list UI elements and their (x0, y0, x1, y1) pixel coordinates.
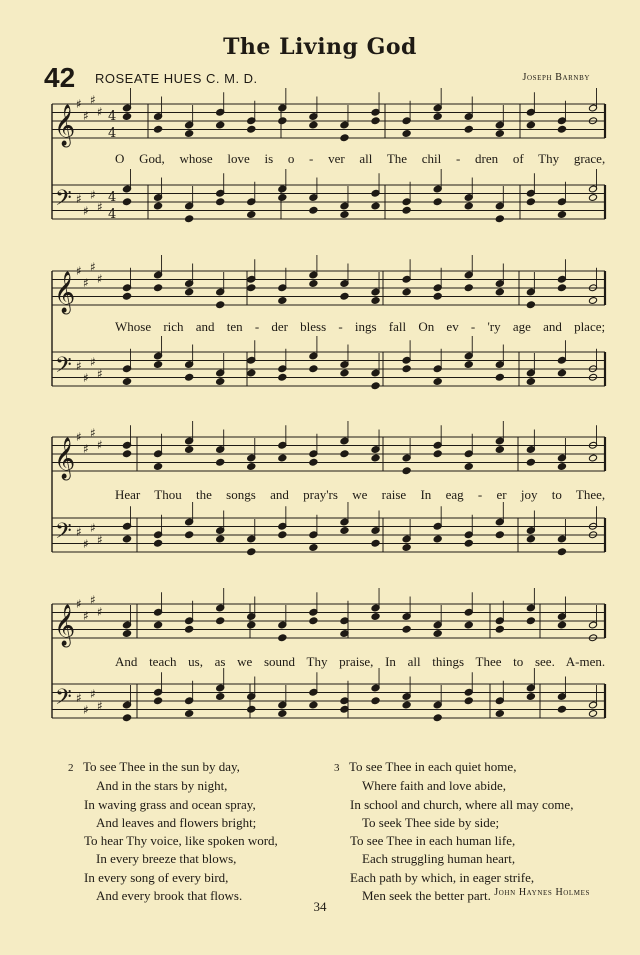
key-sharp: ♯ (90, 260, 96, 274)
lyric-syllable: as (214, 654, 226, 669)
notehead (122, 450, 131, 458)
key-sharp: ♯ (97, 105, 103, 119)
time-signature: 4 (108, 207, 117, 222)
notehead (433, 198, 442, 206)
lyric-syllable: to (513, 654, 524, 669)
key-sharp: ♯ (90, 188, 96, 202)
lyric-syllable: chil (421, 151, 442, 166)
key-sharp: ♯ (76, 597, 82, 611)
notehead (216, 458, 225, 466)
lyric-syllable: things (432, 654, 465, 669)
key-sharp: ♯ (76, 430, 82, 444)
key-sharp: ♯ (76, 264, 82, 278)
notehead (464, 202, 473, 210)
lyric-syllable: Thy (538, 151, 560, 166)
key-sharp: ♯ (83, 204, 89, 218)
notehead (526, 198, 535, 206)
treble-clef: 𝄞 (54, 605, 76, 646)
treble-clef: 𝄞 (54, 272, 76, 313)
notehead (216, 535, 225, 543)
notehead (588, 194, 597, 202)
notehead (464, 463, 473, 471)
key-sharp: ♯ (76, 359, 82, 373)
composer-credit: Joseph Barnby (522, 72, 590, 83)
lyric-syllable: to (551, 487, 562, 502)
notehead (526, 617, 535, 625)
notehead (495, 531, 504, 539)
notehead (433, 450, 442, 458)
notehead (154, 621, 163, 629)
notehead (185, 531, 194, 539)
notehead (433, 378, 442, 386)
key-sharp: ♯ (90, 687, 96, 701)
time-signature: 4 (108, 109, 117, 124)
page-number: 34 (313, 899, 327, 914)
lyric-syllable: pray'rs (303, 487, 338, 502)
key-sharp: ♯ (90, 426, 96, 440)
stanza-line: Where faith and love abide, (362, 778, 507, 794)
stanza-number: 2 (68, 762, 74, 774)
lyric-line-3 (115, 487, 605, 503)
lyric-syllable: we (352, 487, 368, 502)
notehead (464, 621, 473, 629)
notehead (340, 134, 349, 142)
lyric-syllable: - (455, 151, 461, 166)
notehead (340, 292, 349, 300)
key-sharp: ♯ (76, 97, 82, 111)
lyric-syllable: And (115, 654, 138, 669)
stanza-3 (334, 758, 573, 905)
notehead (464, 539, 473, 547)
lyric-syllable: On (418, 319, 435, 334)
notehead (371, 297, 380, 305)
stanza-line: Men seek the better part. (362, 888, 491, 904)
notehead (247, 621, 256, 629)
notehead (185, 373, 194, 381)
notehead (185, 130, 194, 138)
key-sharp: ♯ (83, 537, 89, 551)
stanza-number: 3 (334, 762, 340, 774)
notehead (371, 117, 380, 125)
key-sharp: ♯ (97, 605, 103, 619)
lyric-syllable: sound (264, 654, 296, 669)
notehead (402, 206, 411, 214)
lyric-line-1 (115, 151, 605, 167)
key-sharp: ♯ (97, 367, 103, 381)
key-sharp: ♯ (97, 533, 103, 547)
lyric-syllable: raise (381, 487, 407, 502)
notehead (216, 198, 225, 206)
notehead (557, 211, 566, 219)
notehead (464, 284, 473, 292)
stanza-line: In every breeze that blows, (96, 851, 237, 867)
lyric-syllable: - (477, 487, 483, 502)
key-sharp: ♯ (83, 609, 89, 623)
notehead (309, 458, 318, 466)
stanza-line: In every song of every bird, (84, 869, 229, 885)
lyric-syllable: all (407, 654, 421, 669)
lyric-syllable: songs (226, 487, 256, 502)
author-credit: John Haynes Holmes (494, 887, 590, 898)
notehead (526, 458, 535, 466)
notehead (122, 378, 131, 386)
notehead (402, 625, 411, 633)
key-sharp: ♯ (97, 438, 103, 452)
notehead (122, 198, 131, 206)
lyric-syllable: we (237, 654, 253, 669)
lyric-syllable: ten (226, 319, 243, 334)
lyric-syllable: - (470, 319, 476, 334)
notehead (309, 617, 318, 625)
notehead (309, 280, 318, 288)
lyric-syllable: Thee, (575, 487, 606, 502)
key-sharp: ♯ (76, 691, 82, 705)
stanza-line: Each path by which, in eager strife, (350, 869, 535, 885)
lyric-syllable: eag (445, 487, 464, 502)
lyric-syllable: In (385, 654, 396, 669)
lyric-syllable: whose (179, 151, 213, 166)
notehead (278, 634, 287, 642)
notehead (495, 446, 504, 454)
lyric-syllable: The (386, 151, 408, 166)
notehead (247, 211, 256, 219)
notehead (526, 301, 535, 309)
notehead (309, 701, 318, 709)
notehead (154, 284, 163, 292)
notehead (557, 125, 566, 133)
lyric-line-2 (115, 319, 605, 335)
lyric-syllable: and (195, 319, 215, 334)
lyric-syllable: der (271, 319, 288, 334)
key-sharp: ♯ (90, 521, 96, 535)
lyric-syllable: rich (163, 319, 184, 334)
notehead (557, 548, 566, 556)
notehead (185, 710, 194, 718)
key-sharp: ♯ (83, 703, 89, 717)
key-sharp: ♯ (83, 109, 89, 123)
notehead (402, 288, 411, 296)
notehead (588, 297, 597, 305)
notehead (122, 714, 131, 722)
lyric-syllable: teach (149, 654, 177, 669)
key-sharp: ♯ (83, 371, 89, 385)
stanza-line: To hear Thy voice, like spoken word, (84, 833, 278, 849)
notehead (588, 710, 597, 718)
stanza-line: To see Thee in the sun by day, (83, 759, 240, 774)
notehead (154, 539, 163, 547)
stanza-line: To seek Thee side by side; (362, 814, 500, 830)
lyric-syllable: praise, (339, 654, 374, 669)
notehead (247, 463, 256, 471)
notehead (371, 382, 380, 390)
notehead (495, 288, 504, 296)
notehead (495, 130, 504, 138)
lyric-syllable: Thee (475, 654, 502, 669)
notehead (122, 630, 131, 638)
lyric-syllable: ver (328, 151, 345, 166)
key-sharp: ♯ (90, 355, 96, 369)
notehead (216, 693, 225, 701)
key-sharp: ♯ (97, 699, 103, 713)
notehead (278, 710, 287, 718)
notehead (526, 535, 535, 543)
notehead (154, 463, 163, 471)
notehead (433, 113, 442, 121)
notehead (402, 467, 411, 475)
notehead (185, 288, 194, 296)
lyric-syllable: see. (534, 654, 555, 669)
notehead (185, 215, 194, 223)
notehead (526, 121, 535, 129)
stanza-line: In school and church, where all may come, (350, 796, 574, 812)
notehead (340, 369, 349, 377)
stanza-line: Each struggling human heart, (362, 851, 516, 867)
key-sharp: ♯ (83, 276, 89, 290)
section-title: The Living God (223, 34, 417, 60)
notehead (371, 697, 380, 705)
notehead (464, 361, 473, 369)
notehead (371, 202, 380, 210)
notehead (247, 369, 256, 377)
notehead (433, 535, 442, 543)
stanza-line: And in the stars by night, (96, 778, 228, 794)
notehead (526, 693, 535, 701)
notehead (495, 215, 504, 223)
time-signature: 4 (108, 190, 117, 205)
lyric-syllable: dren (475, 151, 499, 166)
lyric-line-4 (115, 654, 605, 670)
notehead (371, 613, 380, 621)
lyric-syllable: God, (139, 151, 165, 166)
lyric-syllable: is (264, 151, 274, 166)
lyric-syllable: love (227, 151, 250, 166)
key-sharp: ♯ (97, 200, 103, 214)
lyric-syllable: all (359, 151, 373, 166)
notehead (557, 705, 566, 713)
lyric-syllable: Thou (154, 487, 182, 502)
notehead (154, 202, 163, 210)
bass-clef: 𝄢 (55, 186, 72, 216)
notehead (122, 113, 131, 121)
lyric-syllable: fall (388, 319, 407, 334)
notehead (247, 548, 256, 556)
notehead (588, 454, 597, 462)
lyric-syllable: age (512, 319, 531, 334)
lyric-syllable: Whose (115, 319, 152, 334)
notehead (557, 463, 566, 471)
notehead (309, 121, 318, 129)
stanza-line: And every brook that flows. (96, 888, 243, 904)
lyric-syllable: - (338, 319, 343, 334)
lyric-syllable: In (420, 487, 432, 502)
notehead (309, 365, 318, 373)
notehead (495, 373, 504, 381)
notehead (495, 625, 504, 633)
hymn-number: 42 (44, 62, 76, 93)
notehead (216, 378, 225, 386)
notehead (185, 446, 194, 454)
notehead (402, 544, 411, 552)
notehead (464, 125, 473, 133)
notehead (340, 450, 349, 458)
notehead (278, 117, 287, 125)
notehead (247, 125, 256, 133)
notehead (464, 697, 473, 705)
notehead (402, 130, 411, 138)
stanza-line: And leaves and flowers bright; (96, 814, 257, 830)
key-sharp: ♯ (83, 442, 89, 456)
notehead (526, 378, 535, 386)
notehead (340, 527, 349, 535)
notehead (309, 206, 318, 214)
lyric-syllable: the (196, 487, 212, 502)
time-signature: 4 (108, 126, 117, 141)
lyric-syllable: grace, (573, 151, 606, 166)
notehead (557, 621, 566, 629)
key-sharp: ♯ (76, 192, 82, 206)
notehead (122, 292, 131, 300)
bass-clef: 𝄢 (55, 353, 72, 383)
lyric-syllable: o (287, 151, 295, 166)
stanza-line: To see Thee in each human life, (350, 833, 516, 849)
notehead (216, 301, 225, 309)
lyric-syllable: - (309, 151, 314, 166)
notehead (278, 297, 287, 305)
notehead (278, 454, 287, 462)
notehead (433, 292, 442, 300)
bass-clef: 𝄢 (55, 685, 72, 715)
treble-clef: 𝄞 (54, 105, 76, 146)
notehead (371, 539, 380, 547)
lyric-syllable: er (496, 487, 507, 502)
notehead (216, 617, 225, 625)
lyric-syllable: Thy (306, 654, 328, 669)
notehead (247, 284, 256, 292)
lyric-syllable: us, (188, 654, 203, 669)
treble-clef: 𝄞 (54, 438, 76, 479)
notehead (433, 630, 442, 638)
notehead (278, 194, 287, 202)
notehead (154, 361, 163, 369)
lyric-syllable: 'ry (487, 319, 501, 334)
notehead (247, 705, 256, 713)
lyric-syllable: ings (354, 319, 377, 334)
notehead (340, 211, 349, 219)
notehead (402, 365, 411, 373)
lyric-syllable: - (254, 319, 260, 334)
lyric-syllable: joy (520, 487, 538, 502)
notehead (278, 373, 287, 381)
lyric-syllable: place; (574, 319, 606, 334)
stanza-line: In waving grass and ocean spray, (84, 796, 256, 812)
notehead (185, 625, 194, 633)
notehead (433, 714, 442, 722)
notehead (122, 535, 131, 543)
lyric-syllable: ev (446, 319, 459, 334)
notehead (557, 284, 566, 292)
lyric-syllable: and (270, 487, 289, 502)
tune-name: ROSEATE HUES C. M. D. (95, 71, 258, 86)
notehead (278, 531, 287, 539)
notehead (309, 544, 318, 552)
key-sharp: ♯ (90, 593, 96, 607)
stanza-line: To see Thee in each quiet home, (349, 759, 517, 774)
lyric-syllable: and (543, 319, 562, 334)
notehead (154, 697, 163, 705)
bass-clef: 𝄢 (55, 519, 72, 549)
notehead (371, 454, 380, 462)
key-sharp: ♯ (97, 272, 103, 286)
notehead (557, 369, 566, 377)
key-sharp: ♯ (76, 525, 82, 539)
notehead (154, 125, 163, 133)
notehead (495, 710, 504, 718)
lyric-syllable: Hear (115, 487, 141, 502)
stanza-2 (68, 758, 278, 905)
notehead (216, 121, 225, 129)
lyric-syllable: A-men. (565, 654, 606, 669)
lyric-syllable: O (115, 151, 125, 166)
lyric-syllable: bless (300, 319, 327, 334)
key-sharp: ♯ (90, 93, 96, 107)
notehead (402, 701, 411, 709)
lyric-syllable: of (512, 151, 524, 166)
